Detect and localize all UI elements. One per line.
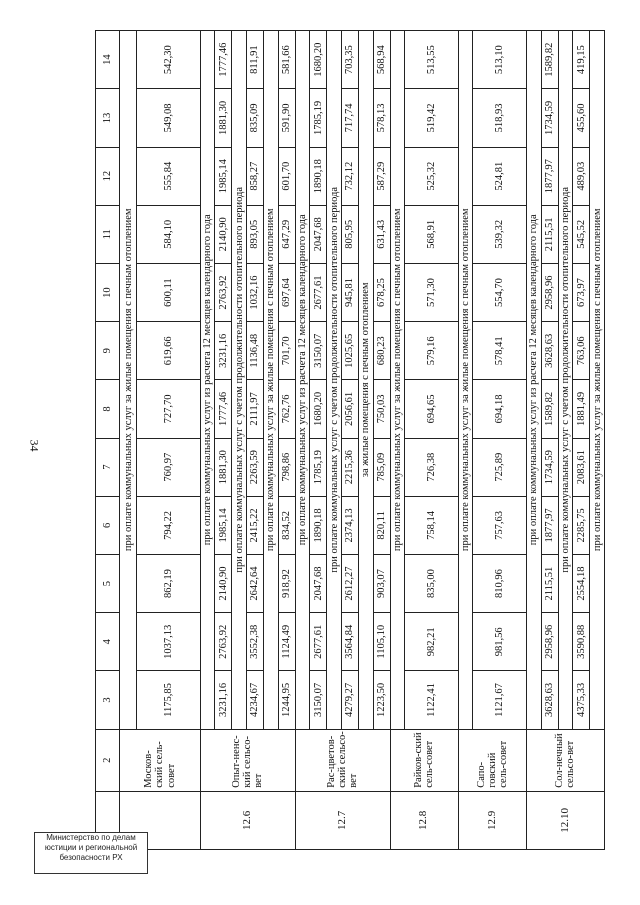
value-cell: 982,21 bbox=[405, 613, 459, 671]
row-id-12-9: 12.9 bbox=[458, 791, 526, 849]
value-cell: 2415,22 bbox=[246, 496, 263, 554]
sapog-name: Сапо-говский сель-совет bbox=[458, 729, 526, 791]
value-cell: 513,55 bbox=[405, 31, 459, 89]
stove-note: при оплате коммунальных услуг за жилые помещения с печным отоплением bbox=[458, 31, 473, 730]
rastsvet-heating-note-row bbox=[327, 31, 342, 850]
rastsvet-month12-row bbox=[310, 31, 327, 850]
header-cell: 10 bbox=[96, 263, 120, 321]
page-number: 34 bbox=[27, 439, 42, 452]
header-cell: 4 bbox=[96, 613, 120, 671]
value-cell: 805,95 bbox=[341, 205, 358, 263]
value-cell: 1777,46 bbox=[215, 380, 232, 438]
value-cell: 571,30 bbox=[405, 263, 459, 321]
value-cell: 568,91 bbox=[405, 205, 459, 263]
value-cell: 2677,61 bbox=[310, 263, 327, 321]
value-cell: 903,07 bbox=[373, 554, 390, 612]
row-id-12-8: 12.8 bbox=[390, 791, 458, 849]
value-cell: 1985,14 bbox=[215, 147, 232, 205]
value-cell: 694,65 bbox=[405, 380, 459, 438]
value-cell: 1105,10 bbox=[373, 613, 390, 671]
value-cell: 1890,18 bbox=[310, 496, 327, 554]
solnech-stove-note-row bbox=[590, 31, 605, 850]
value-cell: 680,23 bbox=[373, 322, 390, 380]
value-cell: 3552,38 bbox=[246, 613, 263, 671]
row-id-12-6: 12.6 bbox=[200, 791, 295, 849]
value-cell: 2677,61 bbox=[310, 613, 327, 671]
value-cell: 785,09 bbox=[373, 438, 390, 496]
value-cell: 727,70 bbox=[137, 380, 200, 438]
value-cell: 763,06 bbox=[573, 322, 590, 380]
value-cell: 2554,18 bbox=[573, 554, 590, 612]
value-cell: 697,64 bbox=[278, 263, 295, 321]
value-cell: 579,16 bbox=[405, 322, 459, 380]
stove-note: при оплате коммунальных услуг за жилые помещения с печным отоплением bbox=[390, 31, 405, 730]
value-cell: 2056,61 bbox=[341, 380, 358, 438]
value-cell: 725,89 bbox=[473, 438, 527, 496]
raykov-stove-row bbox=[405, 31, 459, 850]
value-cell: 2285,75 bbox=[573, 496, 590, 554]
row-id-12-10: 12.10 bbox=[526, 791, 604, 849]
value-cell: 1122,41 bbox=[405, 671, 459, 729]
value-cell: 619,66 bbox=[137, 322, 200, 380]
header-row bbox=[96, 31, 120, 850]
value-cell: 601,70 bbox=[278, 147, 295, 205]
value-cell: 732,12 bbox=[341, 147, 358, 205]
value-cell: 1890,18 bbox=[310, 147, 327, 205]
value-cell: 542,30 bbox=[137, 31, 200, 89]
value-cell: 858,27 bbox=[246, 147, 263, 205]
value-cell: 3231,16 bbox=[215, 671, 232, 729]
value-cell: 4279,27 bbox=[341, 671, 358, 729]
value-cell: 1025,65 bbox=[341, 322, 358, 380]
value-cell: 581,66 bbox=[278, 31, 295, 89]
header-cell: 12 bbox=[96, 147, 120, 205]
value-cell: 794,22 bbox=[137, 496, 200, 554]
value-cell: 568,94 bbox=[373, 31, 390, 89]
value-cell: 631,43 bbox=[373, 205, 390, 263]
value-cell: 2047,68 bbox=[310, 554, 327, 612]
value-cell: 3150,07 bbox=[310, 322, 327, 380]
value-cell: 555,84 bbox=[137, 147, 200, 205]
value-cell: 981,56 bbox=[473, 613, 527, 671]
opyt-heating-row bbox=[246, 31, 263, 850]
stove-note: при оплате коммунальных услуг за жилые помещения с печным отоплением bbox=[590, 31, 605, 730]
value-cell: 1777,46 bbox=[215, 31, 232, 89]
header-cell: 14 bbox=[96, 31, 120, 89]
value-cell: 524,81 bbox=[473, 147, 527, 205]
moscow-name: Москов-ский сель-совет bbox=[120, 729, 200, 791]
rastsvet-heating-row bbox=[341, 31, 358, 850]
header-cell: 5 bbox=[96, 554, 120, 612]
rastsvet-stove-row bbox=[373, 31, 390, 850]
value-cell: 1785,19 bbox=[310, 438, 327, 496]
value-cell: 2140,90 bbox=[215, 205, 232, 263]
value-cell: 518,93 bbox=[473, 89, 527, 147]
value-cell: 2263,59 bbox=[246, 438, 263, 496]
header-cell: 9 bbox=[96, 322, 120, 380]
value-cell: 1985,14 bbox=[215, 496, 232, 554]
value-cell: 1877,97 bbox=[541, 496, 558, 554]
heating-note: при оплате коммунальных услуг с учетом продолжительности отопительного периода bbox=[232, 31, 247, 730]
opyt-name: Опыт-ненс-кий сельсо-вет bbox=[200, 729, 295, 791]
value-cell: 3628,63 bbox=[541, 322, 558, 380]
value-cell: 1881,30 bbox=[215, 438, 232, 496]
header-cell: 13 bbox=[96, 89, 120, 147]
moscow-stove-row bbox=[137, 31, 200, 850]
stamp-line-3: безопасности РХ bbox=[59, 853, 123, 862]
header-cell: 8 bbox=[96, 380, 120, 438]
moscow-stove-note: при оплате коммунальных услуг за жилые помещения с печным отоплением bbox=[120, 31, 137, 730]
rotated-table-container bbox=[95, 30, 605, 850]
header-cell: 7 bbox=[96, 438, 120, 496]
header-cell: 2 bbox=[96, 729, 120, 791]
value-cell: 1589,82 bbox=[541, 380, 558, 438]
solnech-month12-row bbox=[541, 31, 558, 850]
value-cell: 1881,49 bbox=[573, 380, 590, 438]
row-id-12-7: 12.7 bbox=[295, 791, 390, 849]
value-cell: 750,03 bbox=[373, 380, 390, 438]
value-cell: 798,86 bbox=[278, 438, 295, 496]
value-cell: 525,32 bbox=[405, 147, 459, 205]
value-cell: 3628,63 bbox=[541, 671, 558, 729]
moscow-section-header bbox=[120, 31, 137, 850]
value-cell: 1734,59 bbox=[541, 89, 558, 147]
raykov-stove-note-row bbox=[390, 31, 405, 850]
value-cell: 673,97 bbox=[573, 263, 590, 321]
value-cell: 678,25 bbox=[373, 263, 390, 321]
value-cell: 2047,68 bbox=[310, 205, 327, 263]
sapog-stove-note-row bbox=[458, 31, 473, 850]
value-cell: 3150,07 bbox=[310, 671, 327, 729]
value-cell: 2612,27 bbox=[341, 554, 358, 612]
sapog-stove-row bbox=[473, 31, 527, 850]
value-cell: 726,38 bbox=[405, 438, 459, 496]
value-cell: 945,81 bbox=[341, 263, 358, 321]
month12-note: при оплате коммунальных услуг из расчета 12 месяцев календарного года bbox=[526, 31, 541, 730]
value-cell: 4375,33 bbox=[573, 671, 590, 729]
month12-note: при оплате коммунальных услуг из расчета 12 месяцев календарного года bbox=[295, 31, 310, 730]
value-cell: 3564,84 bbox=[341, 613, 358, 671]
month12-note: при оплате коммунальных услуг из расчета 12 месяцев календарного года bbox=[200, 31, 215, 730]
opyt-stove-note-row bbox=[263, 31, 278, 850]
header-cell: 3 bbox=[96, 671, 120, 729]
value-cell: 2140,90 bbox=[215, 554, 232, 612]
solnech-month12-note-row bbox=[526, 31, 541, 850]
value-cell: 1881,30 bbox=[215, 89, 232, 147]
value-cell: 1124,49 bbox=[278, 613, 295, 671]
opyt-month12-note-row bbox=[200, 31, 215, 850]
value-cell: 1037,13 bbox=[137, 613, 200, 671]
value-cell: 893,05 bbox=[246, 205, 263, 263]
header-cell: 11 bbox=[96, 205, 120, 263]
value-cell: 2115,51 bbox=[541, 205, 558, 263]
value-cell: 2958,96 bbox=[541, 613, 558, 671]
heating-note: при оплате коммунальных услуг с учетом продолжительности отопительного периода bbox=[327, 31, 342, 730]
value-cell: 584,10 bbox=[137, 205, 200, 263]
value-cell: 578,13 bbox=[373, 89, 390, 147]
value-cell: 519,42 bbox=[405, 89, 459, 147]
value-cell: 918,92 bbox=[278, 554, 295, 612]
value-cell: 3590,88 bbox=[573, 613, 590, 671]
value-cell: 455,60 bbox=[573, 89, 590, 147]
value-cell: 757,63 bbox=[473, 496, 527, 554]
stove-note: за жилые помещения с печным отоплением bbox=[358, 31, 373, 730]
value-cell: 1032,16 bbox=[246, 263, 263, 321]
opyt-month12-row bbox=[215, 31, 232, 850]
ministry-stamp bbox=[34, 832, 148, 874]
opyt-stove-row bbox=[278, 31, 295, 850]
value-cell: 419,15 bbox=[573, 31, 590, 89]
value-cell: 1223,50 bbox=[373, 671, 390, 729]
value-cell: 811,91 bbox=[246, 31, 263, 89]
tariff-table bbox=[95, 30, 605, 850]
raykov-name: Райков-ский сель-совет bbox=[390, 729, 458, 791]
value-cell: 554,70 bbox=[473, 263, 527, 321]
value-cell: 1680,20 bbox=[310, 380, 327, 438]
value-cell: 760,97 bbox=[137, 438, 200, 496]
solnech-heating-note-row bbox=[558, 31, 573, 850]
value-cell: 758,14 bbox=[405, 496, 459, 554]
value-cell: 2958,96 bbox=[541, 263, 558, 321]
stove-note: при оплате коммунальных услуг за жилые помещения с печным отоплением bbox=[263, 31, 278, 730]
opyt-heating-note-row bbox=[232, 31, 247, 850]
value-cell: 1175,85 bbox=[137, 671, 200, 729]
value-cell: 1244,95 bbox=[278, 671, 295, 729]
value-cell: 762,76 bbox=[278, 380, 295, 438]
value-cell: 1121,67 bbox=[473, 671, 527, 729]
value-cell: 2763,92 bbox=[215, 613, 232, 671]
value-cell: 2763,92 bbox=[215, 263, 232, 321]
value-cell: 703,35 bbox=[341, 31, 358, 89]
rastsvet-name: Рас-цветов-ский сельсо-вет bbox=[295, 729, 390, 791]
value-cell: 820,11 bbox=[373, 496, 390, 554]
value-cell: 600,11 bbox=[137, 263, 200, 321]
value-cell: 3231,16 bbox=[215, 322, 232, 380]
value-cell: 1680,20 bbox=[310, 31, 327, 89]
value-cell: 1785,19 bbox=[310, 89, 327, 147]
value-cell: 1136,48 bbox=[246, 322, 263, 380]
value-cell: 2111,97 bbox=[246, 380, 263, 438]
value-cell: 835,09 bbox=[246, 89, 263, 147]
solnech-heating-row bbox=[573, 31, 590, 850]
stamp-line-1: Министерство по делам bbox=[46, 833, 136, 842]
value-cell: 835,00 bbox=[405, 554, 459, 612]
value-cell: 591,90 bbox=[278, 89, 295, 147]
value-cell: 1589,82 bbox=[541, 31, 558, 89]
value-cell: 2215,36 bbox=[341, 438, 358, 496]
value-cell: 539,32 bbox=[473, 205, 527, 263]
value-cell: 545,52 bbox=[573, 205, 590, 263]
value-cell: 549,08 bbox=[137, 89, 200, 147]
value-cell: 2642,64 bbox=[246, 554, 263, 612]
value-cell: 2115,51 bbox=[541, 554, 558, 612]
header-cell: 6 bbox=[96, 496, 120, 554]
value-cell: 2374,13 bbox=[341, 496, 358, 554]
value-cell: 489,03 bbox=[573, 147, 590, 205]
value-cell: 862,19 bbox=[137, 554, 200, 612]
value-cell: 647,29 bbox=[278, 205, 295, 263]
value-cell: 717,74 bbox=[341, 89, 358, 147]
value-cell: 701,70 bbox=[278, 322, 295, 380]
value-cell: 810,96 bbox=[473, 554, 527, 612]
value-cell: 578,41 bbox=[473, 322, 527, 380]
value-cell: 1734,59 bbox=[541, 438, 558, 496]
solnech-name: Сол-нечный сельсо-вет bbox=[526, 729, 604, 791]
value-cell: 587,29 bbox=[373, 147, 390, 205]
rastsvet-stove-note-row bbox=[358, 31, 373, 850]
rastsvet-month12-note-row bbox=[295, 31, 310, 850]
value-cell: 834,52 bbox=[278, 496, 295, 554]
value-cell: 2083,61 bbox=[573, 438, 590, 496]
value-cell: 513,10 bbox=[473, 31, 527, 89]
value-cell: 4234,67 bbox=[246, 671, 263, 729]
value-cell: 1877,97 bbox=[541, 147, 558, 205]
stamp-line-2: юстиции и региональной bbox=[44, 843, 138, 852]
value-cell: 694,18 bbox=[473, 380, 527, 438]
heating-note: при оплате коммунальных услуг с учетом продолжительности отопительного периода bbox=[558, 31, 573, 730]
